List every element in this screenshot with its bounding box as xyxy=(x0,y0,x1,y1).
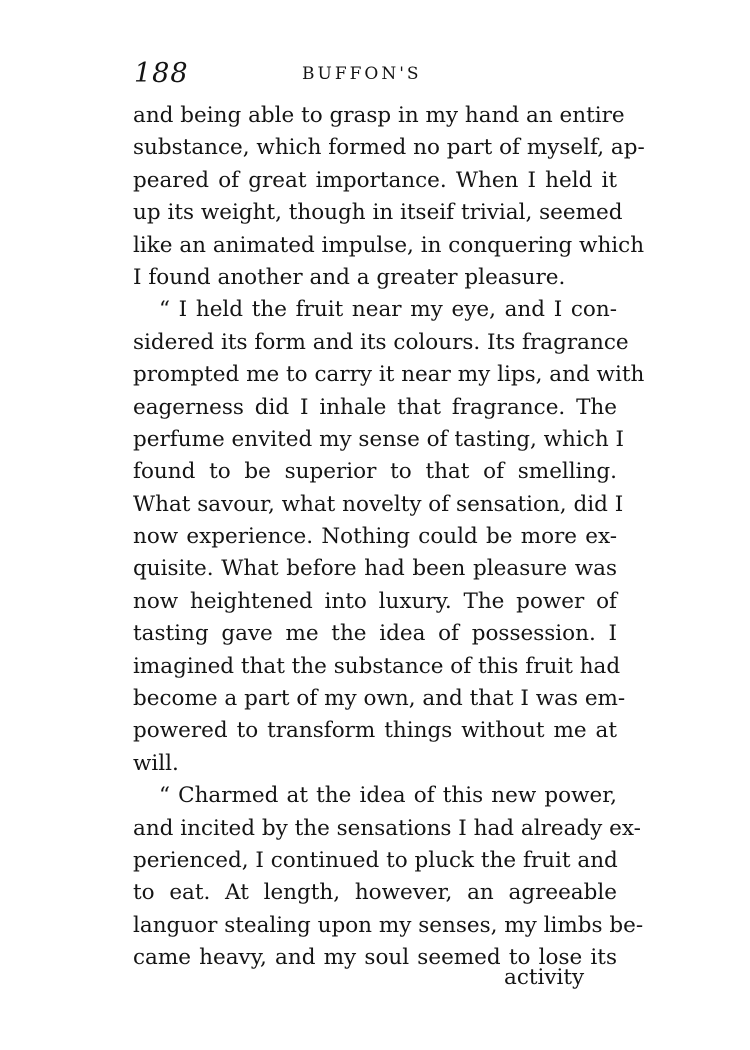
body-text xyxy=(133,100,645,975)
running-head xyxy=(134,58,616,98)
text-line: perfume envited my sense of tasting, which I xyxy=(133,426,624,452)
text-line: What savour, what novelty of sensation, did I xyxy=(133,491,624,517)
text-line: become a part of my own, and that I was em- xyxy=(133,686,626,712)
text-line: tasting gave me the idea of possession. I xyxy=(133,621,617,647)
text-line: sidered its form and its colours. Its fragrance xyxy=(133,329,629,355)
text-line: and being able to grasp in my hand an entire xyxy=(133,103,625,128)
text-line: peared of great importance. When I held it xyxy=(133,167,617,193)
text-line: now heightened into luxury. The power of xyxy=(133,588,617,614)
text-line: languor stealing upon my senses, my limbs be- xyxy=(133,912,644,938)
text-line: came heavy, and my soul seemed to lose its xyxy=(133,945,617,971)
text-line: substance, which formed no part of myself, ap- xyxy=(133,135,645,161)
running-title: BUFFON'S xyxy=(302,64,422,84)
text-line: and incited by the sensations I had already ex- xyxy=(133,815,641,841)
text-line: up its weight, though in itseif trivial, seemed xyxy=(133,200,623,226)
text-line: imagined that the substance of this fruit had xyxy=(133,653,621,679)
paragraph-start-line: “ Charmed at the idea of this new power, xyxy=(159,783,617,809)
text-line: perienced, I continued to pluck the fruit and xyxy=(133,847,618,873)
text-line: prompted me to carry it near my lips, and with xyxy=(133,362,645,388)
paragraph-end-line: will. xyxy=(133,750,179,776)
text-line: eagerness did I inhale that fragrance. The xyxy=(133,394,617,420)
text-line: now experience. Nothing could be more ex- xyxy=(133,524,617,550)
text-line: quisite. What before had been pleasure was xyxy=(133,556,617,582)
text-line: powered to transform things without me at xyxy=(133,718,617,744)
catchword: activity xyxy=(504,965,585,990)
text-line: like an animated impulse, in conquering which xyxy=(133,232,645,258)
paragraph-end-line: I found another and a greater pleasure. xyxy=(133,264,566,290)
text-line: to eat. At length, however, an agreeable xyxy=(133,880,617,906)
paragraph-start-line: “ I held the fruit near my eye, and I con- xyxy=(159,297,617,323)
page-number: 188 xyxy=(134,58,189,89)
text-line: found to be superior to that of smelling. xyxy=(133,459,617,485)
